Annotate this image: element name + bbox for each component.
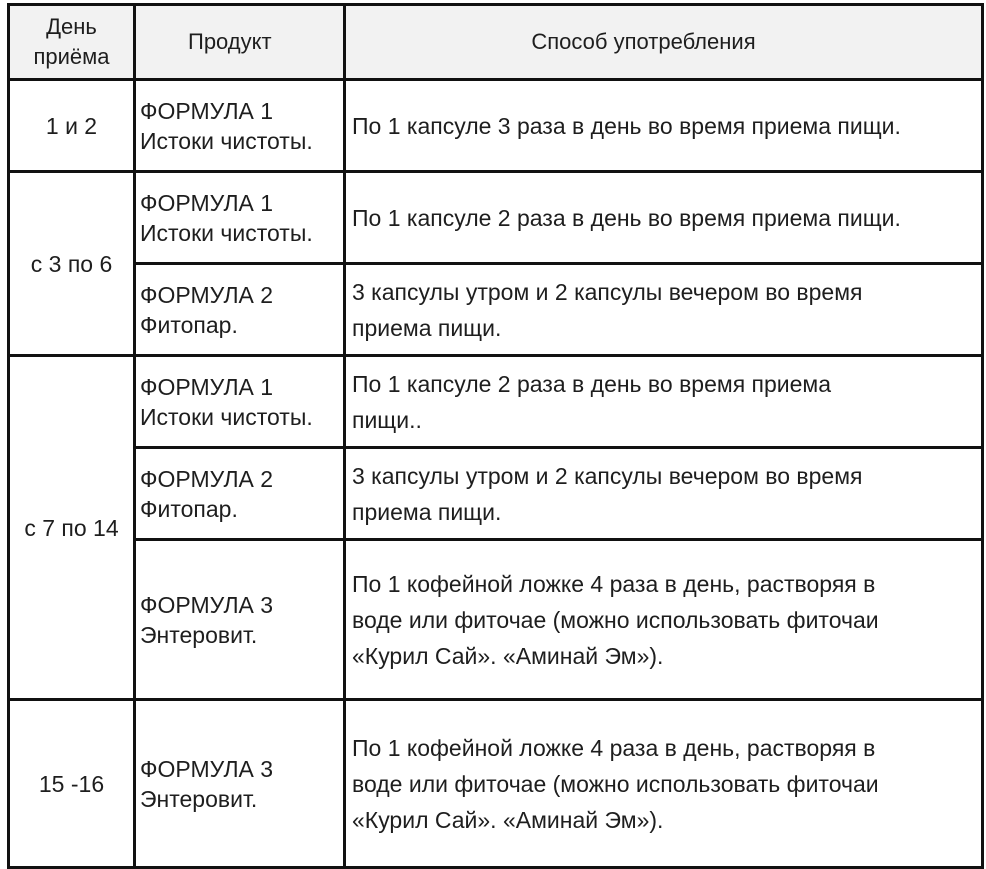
product-description: Истоки чистоты. [140,219,313,246]
product-name: ФОРМУЛА 2 [140,281,274,308]
method-cell [345,172,983,264]
table-row [9,264,983,356]
method-line: «Курил Сай». «Аминай Эм»). [352,642,664,669]
header-day-line2: приёма [33,44,110,69]
method-line: приема пищи. [352,314,502,341]
product-name: ФОРМУЛА 3 [140,755,274,782]
method-line: По 1 капсуле 2 раза в день во время приема пищи. [352,204,901,231]
product-name: ФОРМУЛА 1 [140,97,274,124]
product-description: Истоки чистоты. [140,403,313,430]
day-cell: с 3 по 6 [9,172,135,356]
product-description: Энтеровит. [140,621,258,648]
header-day-line1: День [46,14,97,39]
product-cell [135,540,345,700]
dosage-table [7,3,984,869]
header-day [9,5,135,80]
table-row [9,700,983,868]
product-cell [135,448,345,540]
product-description: Фитопар. [140,495,238,522]
table-row [9,80,983,172]
product-cell [135,80,345,172]
method-cell [345,264,983,356]
product-cell [135,172,345,264]
method-cell [345,700,983,868]
product-name: ФОРМУЛА 3 [140,591,274,618]
header-method: Способ употребления [345,5,983,80]
product-cell [135,356,345,448]
day-cell: 15 -16 [9,700,135,868]
table-row [9,540,983,700]
method-line: По 1 кофейной ложке 4 раза в день, растворяя в [352,570,876,597]
method-line: воде или фиточае (можно использовать фиточаи [352,606,879,633]
method-line: По 1 кофейной ложке 4 раза в день, растворяя в [352,734,876,761]
product-name: ФОРМУЛА 1 [140,373,274,400]
method-cell [345,448,983,540]
product-description: Энтеровит. [140,785,258,812]
table-row [9,356,983,448]
product-description: Истоки чистоты. [140,127,313,154]
method-line: пищи.. [352,406,422,433]
table-row [9,448,983,540]
method-line: воде или фиточае (можно использовать фиточаи [352,770,879,797]
header-product: Продукт [135,5,345,80]
table-header-row [9,5,983,80]
method-line: По 1 капсуле 3 раза в день во время приема пищи. [352,112,901,139]
product-cell [135,700,345,868]
product-name: ФОРМУЛА 2 [140,465,274,492]
product-cell [135,264,345,356]
method-line: 3 капсулы утром и 2 капсулы вечером во время [352,462,863,489]
method-cell [345,540,983,700]
method-line: «Курил Сай». «Аминай Эм»). [352,806,664,833]
day-cell: 1 и 2 [9,80,135,172]
method-line: По 1 капсуле 2 раза в день во время приема [352,370,832,397]
day-cell: с 7 по 14 [9,356,135,700]
method-line: приема пищи. [352,498,502,525]
dosage-table-sheet [7,3,981,866]
table-row [9,172,983,264]
method-cell [345,80,983,172]
method-line: 3 капсулы утром и 2 капсулы вечером во время [352,278,863,305]
product-description: Фитопар. [140,311,238,338]
method-cell [345,356,983,448]
product-name: ФОРМУЛА 1 [140,189,274,216]
